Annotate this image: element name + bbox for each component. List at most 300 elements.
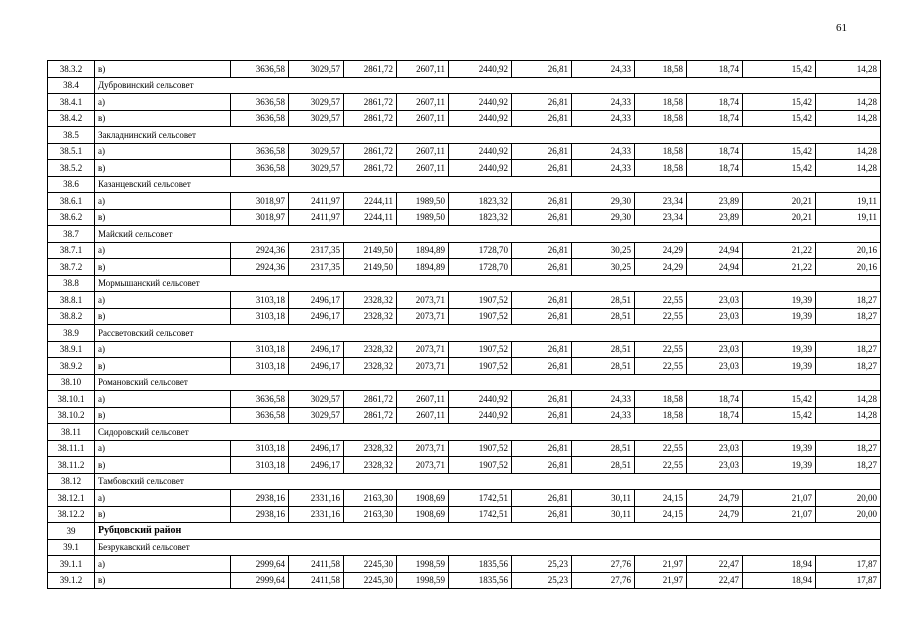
table-cell: 18,58 xyxy=(635,61,687,78)
table-cell: 2861,72 xyxy=(344,94,397,111)
table-cell: 1989,50 xyxy=(397,209,449,226)
table-cell: 2440,92 xyxy=(449,110,512,127)
section-title: Рассветовский сельсовет xyxy=(95,325,881,342)
row-label: в) xyxy=(95,160,231,177)
table-cell: 3103,18 xyxy=(231,308,289,325)
table-cell: 15,42 xyxy=(743,391,816,408)
table-row xyxy=(48,341,881,358)
table-row xyxy=(48,308,881,325)
table-cell: 23,03 xyxy=(687,358,743,375)
table-cell: 18,27 xyxy=(816,292,881,309)
row-code: 38.9.2 xyxy=(48,358,95,375)
section-header-row xyxy=(48,473,881,490)
table-cell: 18,58 xyxy=(635,110,687,127)
table-cell: 18,74 xyxy=(687,110,743,127)
table-cell: 15,42 xyxy=(743,110,816,127)
table-cell: 26,81 xyxy=(512,110,572,127)
table-cell: 18,27 xyxy=(816,308,881,325)
row-code: 38.10 xyxy=(48,374,95,391)
table-cell: 15,42 xyxy=(743,160,816,177)
row-code: 38.6 xyxy=(48,176,95,193)
table-cell: 2245,30 xyxy=(344,572,397,589)
table-cell: 23,03 xyxy=(687,440,743,457)
table-cell: 26,81 xyxy=(512,160,572,177)
table-row xyxy=(48,490,881,507)
row-label: в) xyxy=(95,572,231,589)
table-cell: 18,58 xyxy=(635,94,687,111)
table-cell: 26,81 xyxy=(512,407,572,424)
table-cell: 20,21 xyxy=(743,209,816,226)
row-code: 39.1 xyxy=(48,539,95,556)
row-code: 38.6.1 xyxy=(48,193,95,210)
table-cell: 22,47 xyxy=(687,556,743,573)
table-cell: 2938,16 xyxy=(231,506,289,523)
table-cell: 19,11 xyxy=(816,209,881,226)
table-cell: 28,51 xyxy=(572,440,635,457)
table-cell: 1908,69 xyxy=(397,506,449,523)
row-label: в) xyxy=(95,407,231,424)
row-code: 38.9 xyxy=(48,325,95,342)
table-cell: 18,74 xyxy=(687,407,743,424)
table-cell: 2411,58 xyxy=(289,556,344,573)
row-code: 38.9.1 xyxy=(48,341,95,358)
table-row xyxy=(48,572,881,589)
table-row xyxy=(48,391,881,408)
table-cell: 3018,97 xyxy=(231,193,289,210)
row-code: 38.5.1 xyxy=(48,143,95,160)
row-code: 38.8.1 xyxy=(48,292,95,309)
table-cell: 26,81 xyxy=(512,391,572,408)
table-cell: 3029,57 xyxy=(289,407,344,424)
table-cell: 2073,71 xyxy=(397,440,449,457)
table-cell: 26,81 xyxy=(512,341,572,358)
table-cell: 3103,18 xyxy=(231,358,289,375)
table-cell: 1989,50 xyxy=(397,193,449,210)
district-header-row xyxy=(48,523,881,540)
table-cell: 1742,51 xyxy=(449,506,512,523)
table-cell: 26,81 xyxy=(512,61,572,78)
row-code: 39 xyxy=(48,523,95,540)
table-cell: 3636,58 xyxy=(231,160,289,177)
table-cell: 22,55 xyxy=(635,440,687,457)
table-cell: 2317,35 xyxy=(289,259,344,276)
table-cell: 1728,70 xyxy=(449,242,512,259)
table-cell: 3103,18 xyxy=(231,341,289,358)
table-cell: 2440,92 xyxy=(449,143,512,160)
table-cell: 18,74 xyxy=(687,160,743,177)
table-cell: 23,34 xyxy=(635,193,687,210)
table-cell: 23,03 xyxy=(687,308,743,325)
table-cell: 2861,72 xyxy=(344,143,397,160)
table-cell: 19,39 xyxy=(743,292,816,309)
table-cell: 27,76 xyxy=(572,572,635,589)
row-code: 38.10.1 xyxy=(48,391,95,408)
table-cell: 24,33 xyxy=(572,407,635,424)
table-cell: 2331,16 xyxy=(289,506,344,523)
page-number: 61 xyxy=(836,22,847,34)
table-cell: 20,16 xyxy=(816,259,881,276)
table-cell: 24,94 xyxy=(687,259,743,276)
table-cell: 3029,57 xyxy=(289,160,344,177)
table-cell: 1907,52 xyxy=(449,440,512,457)
table-cell: 26,81 xyxy=(512,506,572,523)
district-title: Рубцовский район xyxy=(95,523,881,540)
row-code: 38.12.1 xyxy=(48,490,95,507)
table-cell: 19,11 xyxy=(816,193,881,210)
table-cell: 2328,32 xyxy=(344,292,397,309)
section-title: Казанцевский сельсовет xyxy=(95,176,881,193)
table-cell: 2440,92 xyxy=(449,61,512,78)
table-cell: 23,03 xyxy=(687,341,743,358)
table-cell: 1823,32 xyxy=(449,209,512,226)
table-cell: 24,15 xyxy=(635,506,687,523)
table-row xyxy=(48,457,881,474)
table-cell: 3636,58 xyxy=(231,110,289,127)
table-cell: 3103,18 xyxy=(231,457,289,474)
table-cell: 30,11 xyxy=(572,490,635,507)
table-cell: 26,81 xyxy=(512,94,572,111)
table-cell: 2073,71 xyxy=(397,292,449,309)
section-title: Майский сельсовет xyxy=(95,226,881,243)
table-cell: 24,15 xyxy=(635,490,687,507)
table-cell: 2496,17 xyxy=(289,292,344,309)
table-cell: 2440,92 xyxy=(449,94,512,111)
table-cell: 2328,32 xyxy=(344,341,397,358)
table-cell: 1742,51 xyxy=(449,490,512,507)
table-cell: 2317,35 xyxy=(289,242,344,259)
row-label: а) xyxy=(95,242,231,259)
section-title: Сидоровский сельсовет xyxy=(95,424,881,441)
table-cell: 2440,92 xyxy=(449,160,512,177)
table-cell: 26,81 xyxy=(512,143,572,160)
table-cell: 2999,64 xyxy=(231,556,289,573)
table-cell: 26,81 xyxy=(512,292,572,309)
table-cell: 30,25 xyxy=(572,259,635,276)
table-cell: 2861,72 xyxy=(344,391,397,408)
table-cell: 3103,18 xyxy=(231,440,289,457)
table-cell: 21,22 xyxy=(743,259,816,276)
table-cell: 26,81 xyxy=(512,193,572,210)
table-cell: 2938,16 xyxy=(231,490,289,507)
table-row xyxy=(48,61,881,78)
table-cell: 24,29 xyxy=(635,242,687,259)
table-cell: 20,16 xyxy=(816,242,881,259)
table-cell: 2496,17 xyxy=(289,457,344,474)
row-code: 38.7 xyxy=(48,226,95,243)
row-code: 38.7.1 xyxy=(48,242,95,259)
table-cell: 18,74 xyxy=(687,143,743,160)
section-title: Романовский сельсовет xyxy=(95,374,881,391)
row-code: 38.7.2 xyxy=(48,259,95,276)
table-cell: 15,42 xyxy=(743,407,816,424)
section-header-row xyxy=(48,275,881,292)
table-cell: 29,30 xyxy=(572,193,635,210)
table-row xyxy=(48,242,881,259)
table-cell: 17,87 xyxy=(816,572,881,589)
table-cell: 22,55 xyxy=(635,358,687,375)
table-cell: 21,07 xyxy=(743,506,816,523)
table-cell: 2328,32 xyxy=(344,457,397,474)
tariff-table xyxy=(47,60,881,589)
table-cell: 15,42 xyxy=(743,143,816,160)
table-cell: 26,81 xyxy=(512,358,572,375)
section-title: Мормышанский сельсовет xyxy=(95,275,881,292)
table-cell: 2411,97 xyxy=(289,209,344,226)
row-code: 38.5.2 xyxy=(48,160,95,177)
table-cell: 28,51 xyxy=(572,457,635,474)
table-cell: 14,28 xyxy=(816,391,881,408)
table-cell: 14,28 xyxy=(816,110,881,127)
row-label: а) xyxy=(95,341,231,358)
table-cell: 18,58 xyxy=(635,160,687,177)
table-cell: 24,33 xyxy=(572,391,635,408)
row-label: а) xyxy=(95,490,231,507)
table-cell: 26,81 xyxy=(512,209,572,226)
table-cell: 18,94 xyxy=(743,572,816,589)
row-label: в) xyxy=(95,61,231,78)
row-label: в) xyxy=(95,358,231,375)
section-header-row xyxy=(48,226,881,243)
table-cell: 28,51 xyxy=(572,292,635,309)
row-code: 39.1.1 xyxy=(48,556,95,573)
table-cell: 3636,58 xyxy=(231,94,289,111)
table-cell: 18,74 xyxy=(687,391,743,408)
table-cell: 24,33 xyxy=(572,143,635,160)
row-label: а) xyxy=(95,193,231,210)
row-label: а) xyxy=(95,391,231,408)
table-cell: 2163,30 xyxy=(344,490,397,507)
section-header-row xyxy=(48,325,881,342)
row-code: 38.4 xyxy=(48,77,95,94)
table-cell: 24,94 xyxy=(687,242,743,259)
table-cell: 19,39 xyxy=(743,457,816,474)
table-cell: 21,97 xyxy=(635,572,687,589)
row-code: 38.12 xyxy=(48,473,95,490)
table-cell: 23,34 xyxy=(635,209,687,226)
table-cell: 24,33 xyxy=(572,61,635,78)
table-cell: 1894,89 xyxy=(397,259,449,276)
table-row xyxy=(48,506,881,523)
section-title: Безрукавский сельсовет xyxy=(95,539,881,556)
table-row xyxy=(48,193,881,210)
table-cell: 1823,32 xyxy=(449,193,512,210)
table-cell: 2328,32 xyxy=(344,440,397,457)
table-cell: 2496,17 xyxy=(289,358,344,375)
table-cell: 2496,17 xyxy=(289,308,344,325)
section-header-row xyxy=(48,176,881,193)
table-row xyxy=(48,143,881,160)
table-cell: 2073,71 xyxy=(397,457,449,474)
section-header-row xyxy=(48,77,881,94)
table-cell: 18,27 xyxy=(816,440,881,457)
table-cell: 14,28 xyxy=(816,407,881,424)
table-cell: 18,74 xyxy=(687,94,743,111)
table-cell: 30,25 xyxy=(572,242,635,259)
table-cell: 22,55 xyxy=(635,292,687,309)
table-cell: 2607,11 xyxy=(397,391,449,408)
table-cell: 18,74 xyxy=(687,61,743,78)
table-cell: 28,51 xyxy=(572,341,635,358)
section-header-row xyxy=(48,127,881,144)
table-cell: 3636,58 xyxy=(231,407,289,424)
row-code: 38.12.2 xyxy=(48,506,95,523)
row-label: в) xyxy=(95,308,231,325)
table-cell: 25,23 xyxy=(512,556,572,573)
table-cell: 23,89 xyxy=(687,193,743,210)
table-cell: 22,55 xyxy=(635,341,687,358)
table-cell: 2149,50 xyxy=(344,259,397,276)
table-cell: 22,47 xyxy=(687,572,743,589)
row-label: в) xyxy=(95,457,231,474)
row-code: 38.4.1 xyxy=(48,94,95,111)
table-row xyxy=(48,259,881,276)
row-label: а) xyxy=(95,292,231,309)
table-cell: 2607,11 xyxy=(397,110,449,127)
table-cell: 2328,32 xyxy=(344,308,397,325)
table-cell: 21,07 xyxy=(743,490,816,507)
table-cell: 3636,58 xyxy=(231,143,289,160)
table-cell: 18,58 xyxy=(635,391,687,408)
row-label: в) xyxy=(95,209,231,226)
row-label: в) xyxy=(95,110,231,127)
table-cell: 1908,69 xyxy=(397,490,449,507)
table-cell: 21,97 xyxy=(635,556,687,573)
table-cell: 3029,57 xyxy=(289,391,344,408)
table-cell: 20,00 xyxy=(816,506,881,523)
table-cell: 2411,58 xyxy=(289,572,344,589)
table-cell: 15,42 xyxy=(743,61,816,78)
table-cell: 29,30 xyxy=(572,209,635,226)
table-cell: 2999,64 xyxy=(231,572,289,589)
table-cell: 26,81 xyxy=(512,242,572,259)
row-code: 38.5 xyxy=(48,127,95,144)
table-cell: 14,28 xyxy=(816,61,881,78)
table-cell: 28,51 xyxy=(572,358,635,375)
table-cell: 26,81 xyxy=(512,259,572,276)
table-cell: 19,39 xyxy=(743,308,816,325)
table-cell: 20,00 xyxy=(816,490,881,507)
table-cell: 18,27 xyxy=(816,341,881,358)
table-cell: 24,79 xyxy=(687,506,743,523)
table-cell: 2331,16 xyxy=(289,490,344,507)
row-code: 38.11 xyxy=(48,424,95,441)
table-row xyxy=(48,292,881,309)
table-cell: 3029,57 xyxy=(289,143,344,160)
table-cell: 1728,70 xyxy=(449,259,512,276)
table-cell: 2244,11 xyxy=(344,209,397,226)
table-cell: 2607,11 xyxy=(397,160,449,177)
table-cell: 3029,57 xyxy=(289,94,344,111)
row-code: 38.11.1 xyxy=(48,440,95,457)
table-cell: 2607,11 xyxy=(397,143,449,160)
table-cell: 2073,71 xyxy=(397,358,449,375)
table-cell: 15,42 xyxy=(743,94,816,111)
table-cell: 19,39 xyxy=(743,440,816,457)
table-cell: 2861,72 xyxy=(344,407,397,424)
table-cell: 26,81 xyxy=(512,490,572,507)
table-cell: 22,55 xyxy=(635,308,687,325)
table-cell: 3029,57 xyxy=(289,110,344,127)
table-cell: 2607,11 xyxy=(397,407,449,424)
table-row xyxy=(48,556,881,573)
section-title: Тамбовский сельсовет xyxy=(95,473,881,490)
table-cell: 14,28 xyxy=(816,160,881,177)
table-cell: 18,58 xyxy=(635,407,687,424)
table-cell: 1894,89 xyxy=(397,242,449,259)
table-cell: 2861,72 xyxy=(344,61,397,78)
table-cell: 30,11 xyxy=(572,506,635,523)
table-cell: 2924,36 xyxy=(231,242,289,259)
table-cell: 24,79 xyxy=(687,490,743,507)
table-cell: 3029,57 xyxy=(289,61,344,78)
table-cell: 17,87 xyxy=(816,556,881,573)
table-cell: 18,27 xyxy=(816,358,881,375)
table-cell: 3636,58 xyxy=(231,61,289,78)
table-cell: 1907,52 xyxy=(449,341,512,358)
table-cell: 22,55 xyxy=(635,457,687,474)
section-header-row xyxy=(48,424,881,441)
row-code: 38.11.2 xyxy=(48,457,95,474)
table-cell: 2496,17 xyxy=(289,341,344,358)
table-cell: 2924,36 xyxy=(231,259,289,276)
table-cell: 25,23 xyxy=(512,572,572,589)
table-cell: 1907,52 xyxy=(449,292,512,309)
table-cell: 21,22 xyxy=(743,242,816,259)
row-code: 38.3.2 xyxy=(48,61,95,78)
table-row xyxy=(48,440,881,457)
table-cell: 28,51 xyxy=(572,308,635,325)
row-label: а) xyxy=(95,440,231,457)
table-cell: 19,39 xyxy=(743,358,816,375)
row-label: а) xyxy=(95,556,231,573)
row-code: 38.8.2 xyxy=(48,308,95,325)
table-cell: 1907,52 xyxy=(449,358,512,375)
table-cell: 2861,72 xyxy=(344,160,397,177)
table-cell: 2411,97 xyxy=(289,193,344,210)
table-cell: 2496,17 xyxy=(289,440,344,457)
table-cell: 2245,30 xyxy=(344,556,397,573)
table-cell: 19,39 xyxy=(743,341,816,358)
row-code: 38.8 xyxy=(48,275,95,292)
table-row xyxy=(48,94,881,111)
row-label: в) xyxy=(95,259,231,276)
table-cell: 14,28 xyxy=(816,143,881,160)
table-cell: 24,33 xyxy=(572,160,635,177)
table-cell: 1998,59 xyxy=(397,572,449,589)
table-cell: 18,94 xyxy=(743,556,816,573)
table-cell: 2607,11 xyxy=(397,94,449,111)
table-cell: 1835,56 xyxy=(449,556,512,573)
table-cell: 26,81 xyxy=(512,308,572,325)
table-cell: 2149,50 xyxy=(344,242,397,259)
table-cell: 3103,18 xyxy=(231,292,289,309)
row-code: 39.1.2 xyxy=(48,572,95,589)
row-code: 38.6.2 xyxy=(48,209,95,226)
table-cell: 2328,32 xyxy=(344,358,397,375)
table-row xyxy=(48,209,881,226)
table-cell: 2440,92 xyxy=(449,407,512,424)
table-row xyxy=(48,160,881,177)
table-cell: 23,89 xyxy=(687,209,743,226)
table-cell: 2073,71 xyxy=(397,308,449,325)
table-cell: 2861,72 xyxy=(344,110,397,127)
table-cell: 1835,56 xyxy=(449,572,512,589)
table-cell: 26,81 xyxy=(512,457,572,474)
table-cell: 14,28 xyxy=(816,94,881,111)
table-cell: 1907,52 xyxy=(449,457,512,474)
table-row xyxy=(48,358,881,375)
table-cell: 2607,11 xyxy=(397,61,449,78)
